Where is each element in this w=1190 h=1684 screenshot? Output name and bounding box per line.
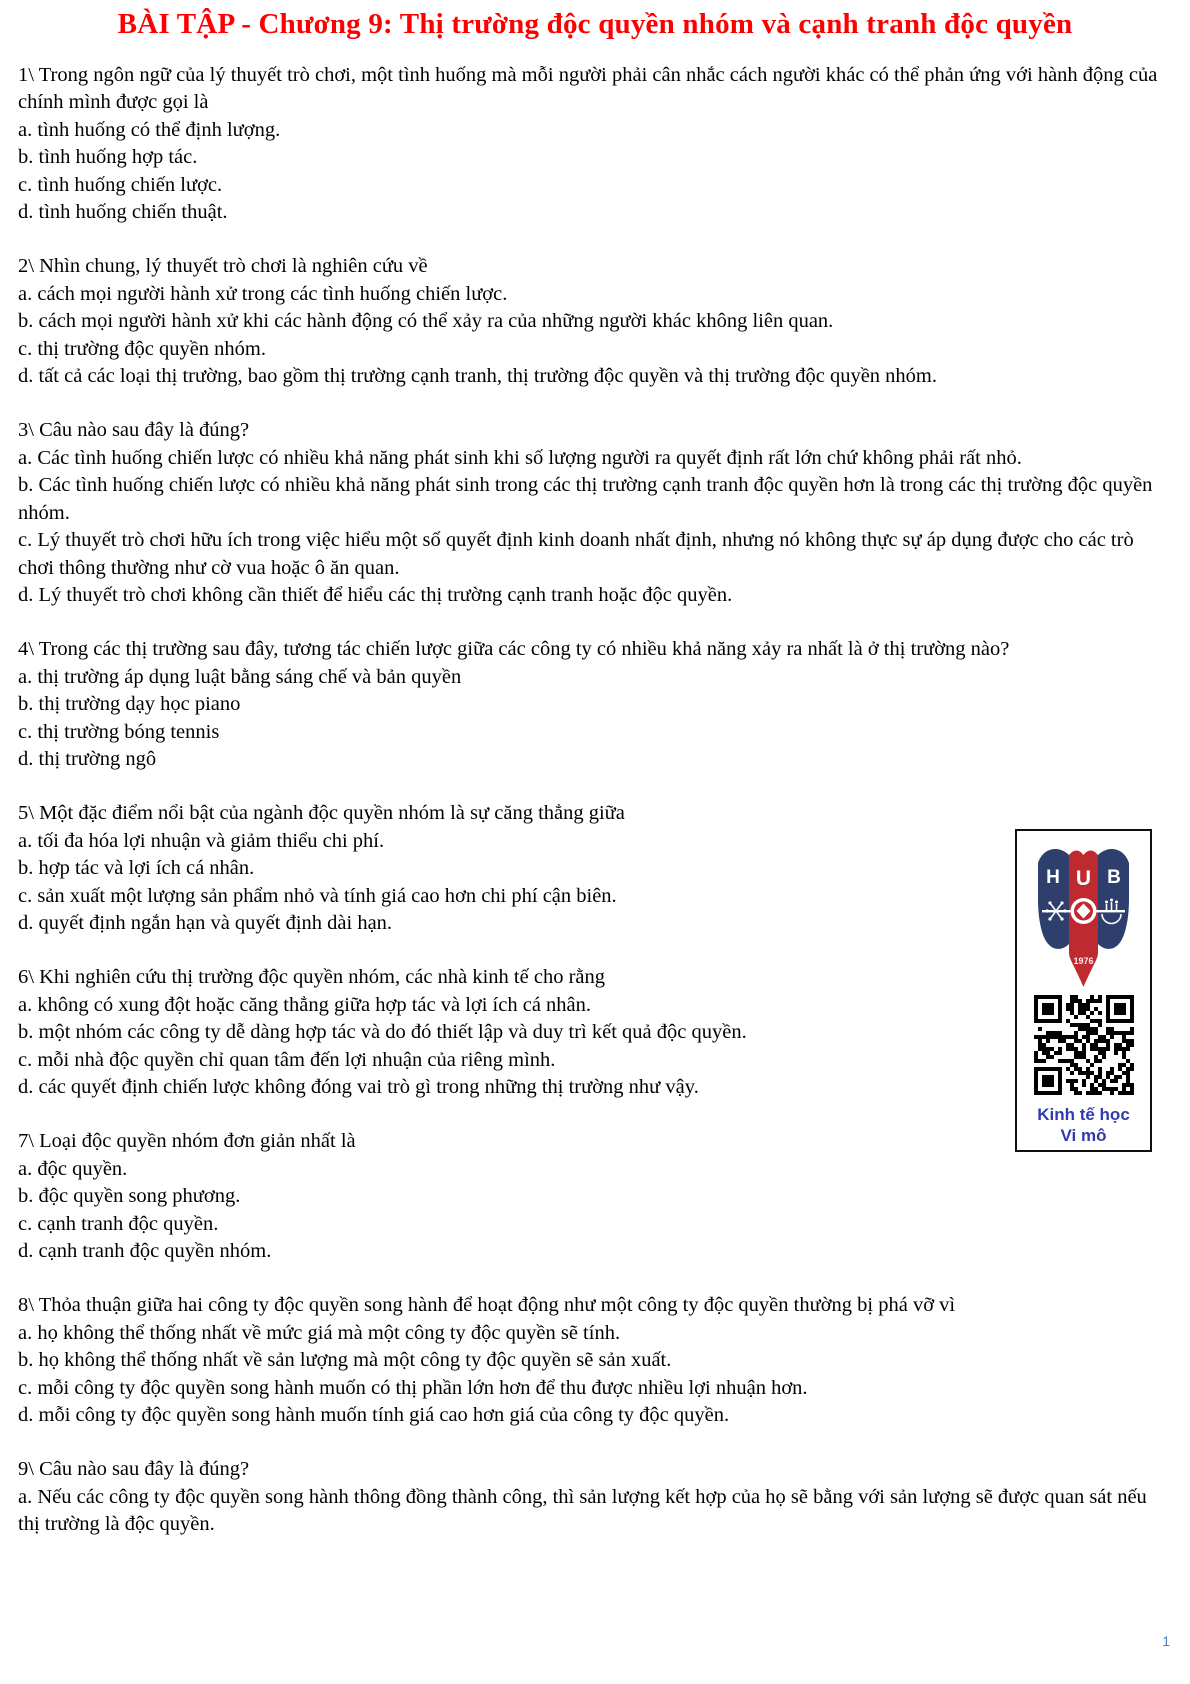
qr-code <box>1034 995 1134 1095</box>
question-option: b. Các tình huống chiến lược có nhiều khả năng phát sinh trong các thị trường cạnh tranh độc quyền hơn là trong các thị trường độc quyền nhóm. <box>18 474 1153 524</box>
question-text: 9\ Câu nào sau đây là đúng? <box>18 1458 250 1481</box>
course-logo-box <box>1015 829 1152 1152</box>
logo-caption <box>1037 1104 1130 1146</box>
question-option: d. các quyết định chiến lược không đóng vai trò gì trong những thị trường như vậy. <box>18 1076 699 1098</box>
question-option: a. Nếu các công ty độc quyền song hành thông đồng thành công, thì sản lượng kết hợp của họ sẽ bằng với sản lượng sẽ được quan sát nếu thị trường là độc quyền. <box>18 1485 1147 1536</box>
question-4 <box>18 636 1160 773</box>
logo-caption-line2: Vi mô <box>1060 1126 1107 1145</box>
question-option: a. độc quyền. <box>18 1157 128 1180</box>
page-title: BÀI TẬP - Chương 9: Thị trường độc quyền nhóm và cạnh tranh độc quyền <box>117 8 1073 40</box>
page-number: 1 <box>1162 1633 1170 1649</box>
question-text: 1\ Trong ngôn ngữ của lý thuyết trò chơi, một tình huống mà mỗi người phải cân nhắc cách người khác có thể phản ứng với hành động của chính mình được gọi là <box>18 64 1158 114</box>
question-3 <box>18 417 1160 609</box>
question-8 <box>18 1292 1160 1429</box>
question-option: a. tối đa hóa lợi nhuận và giảm thiểu chi phí. <box>18 829 385 852</box>
question-option: d. mỗi công ty độc quyền song hành muốn tính giá cao hơn giá của công ty độc quyền. <box>18 1404 730 1427</box>
question-text: 6\ Khi nghiên cứu thị trường độc quyền nhóm, các nhà kinh tế cho rằng <box>18 966 605 989</box>
question-option: d. tình huống chiến thuật. <box>18 201 228 224</box>
question-7 <box>18 1128 1160 1265</box>
question-2 <box>18 253 1160 390</box>
question-5 <box>18 800 1160 937</box>
question-text: 7\ Loại độc quyền nhóm đơn giản nhất là <box>18 1130 356 1153</box>
crest-letter-h: H <box>1046 867 1060 888</box>
hub-university-crest-icon <box>1034 841 1133 989</box>
question-option: d. cạnh tranh độc quyền nhóm. <box>18 1240 272 1263</box>
question-option: b. hợp tác và lợi ích cá nhân. <box>18 857 255 880</box>
question-option: b. độc quyền song phương. <box>18 1185 241 1208</box>
question-option: c. mỗi nhà độc quyền chỉ quan tâm đến lợi nhuận của riêng mình. <box>18 1048 556 1071</box>
question-option: b. thị trường dạy học piano <box>18 693 241 716</box>
question-text: 2\ Nhìn chung, lý thuyết trò chơi là nghiên cứu về <box>18 255 428 278</box>
question-option: b. cách mọi người hành xử khi các hành động có thể xảy ra của những người khác không liên quan. <box>18 310 834 333</box>
crest-year: 1976 <box>1073 956 1094 966</box>
question-option: c. tình huống chiến lược. <box>18 173 223 196</box>
question-text: 4\ Trong các thị trường sau đây, tương tác chiến lược giữa các công ty có nhiều khả năng xảy ra nhất là ở thị trường nào? <box>18 638 1010 661</box>
crest-diamond-emblem <box>1071 898 1097 924</box>
question-option: c. sản xuất một lượng sản phẩm nhỏ và tính giá cao hơn chi phí cận biên. <box>18 884 617 907</box>
logo-caption-line1: Kinh tế học <box>1037 1105 1130 1124</box>
question-option: a. tình huống có thể định lượng. <box>18 118 281 141</box>
question-option: c. Lý thuyết trò chơi hữu ích trong việc hiểu một số quyết định kinh doanh nhất định, nhưng nó không thực sự áp dụng được cho các trò chơi thông thường như cờ vua hoặc ô ăn quan. <box>18 529 1134 579</box>
question-6 <box>18 964 1160 1101</box>
question-option: b. họ không thể thống nhất về sản lượng mà một công ty độc quyền sẽ sản xuất. <box>18 1349 672 1372</box>
question-option: b. tình huống hợp tác. <box>18 146 198 169</box>
question-option: c. cạnh tranh độc quyền. <box>18 1212 219 1235</box>
question-option: d. Lý thuyết trò chơi không cần thiết để hiểu các thị trường cạnh tranh hoặc độc quyền. <box>18 583 733 606</box>
question-option: b. một nhóm các công ty dễ dàng hợp tác và do đó thiết lập và duy trì kết quả độc quyền. <box>18 1021 747 1044</box>
question-option: a. thị trường áp dụng luật bằng sáng chế và bản quyền <box>18 665 462 688</box>
question-option: a. Các tình huống chiến lược có nhiều khả năng phát sinh khi số lượng người ra quyết định rất lớn chứ không phải rất nhỏ. <box>18 446 1022 469</box>
question-text: 3\ Câu nào sau đây là đúng? <box>18 419 250 442</box>
question-1 <box>18 62 1160 226</box>
question-option: d. quyết định ngắn hạn và quyết định dài hạn. <box>18 911 393 934</box>
question-option: a. không có xung đột hoặc căng thẳng giữa hợp tác và lợi ích cá nhân. <box>18 993 592 1016</box>
crest-letter-b: B <box>1107 867 1121 888</box>
question-text: 8\ Thỏa thuận giữa hai công ty độc quyền song hành để hoạt động như một công ty độc quyền thường bị phá vỡ vì <box>18 1294 956 1317</box>
question-option: a. cách mọi người hành xử trong các tình huống chiến lược. <box>18 282 508 305</box>
crest-letter-u: U <box>1075 867 1092 890</box>
question-option: d. tất cả các loại thị trường, bao gồm thị trường cạnh tranh, thị trường độc quyền và thị trường độc quyền nhóm. <box>18 365 937 388</box>
crest-right-panel <box>1098 849 1129 949</box>
question-option: c. thị trường bóng tennis <box>18 720 220 743</box>
crest-left-panel <box>1038 849 1069 949</box>
question-option: c. thị trường độc quyền nhóm. <box>18 337 266 360</box>
question-option: c. mỗi công ty độc quyền song hành muốn có thị phần lớn hơn để thu được nhiều lợi nhuận hơn. <box>18 1376 808 1399</box>
question-option: a. họ không thể thống nhất về mức giá mà một công ty độc quyền sẽ tính. <box>18 1321 621 1344</box>
question-9 <box>18 1456 1160 1538</box>
question-option: d. thị trường ngô <box>18 747 157 770</box>
question-text: 5\ Một đặc điểm nổi bật của ngành độc quyền nhóm là sự căng thẳng giữa <box>18 802 625 825</box>
questions-list <box>18 62 1160 1566</box>
